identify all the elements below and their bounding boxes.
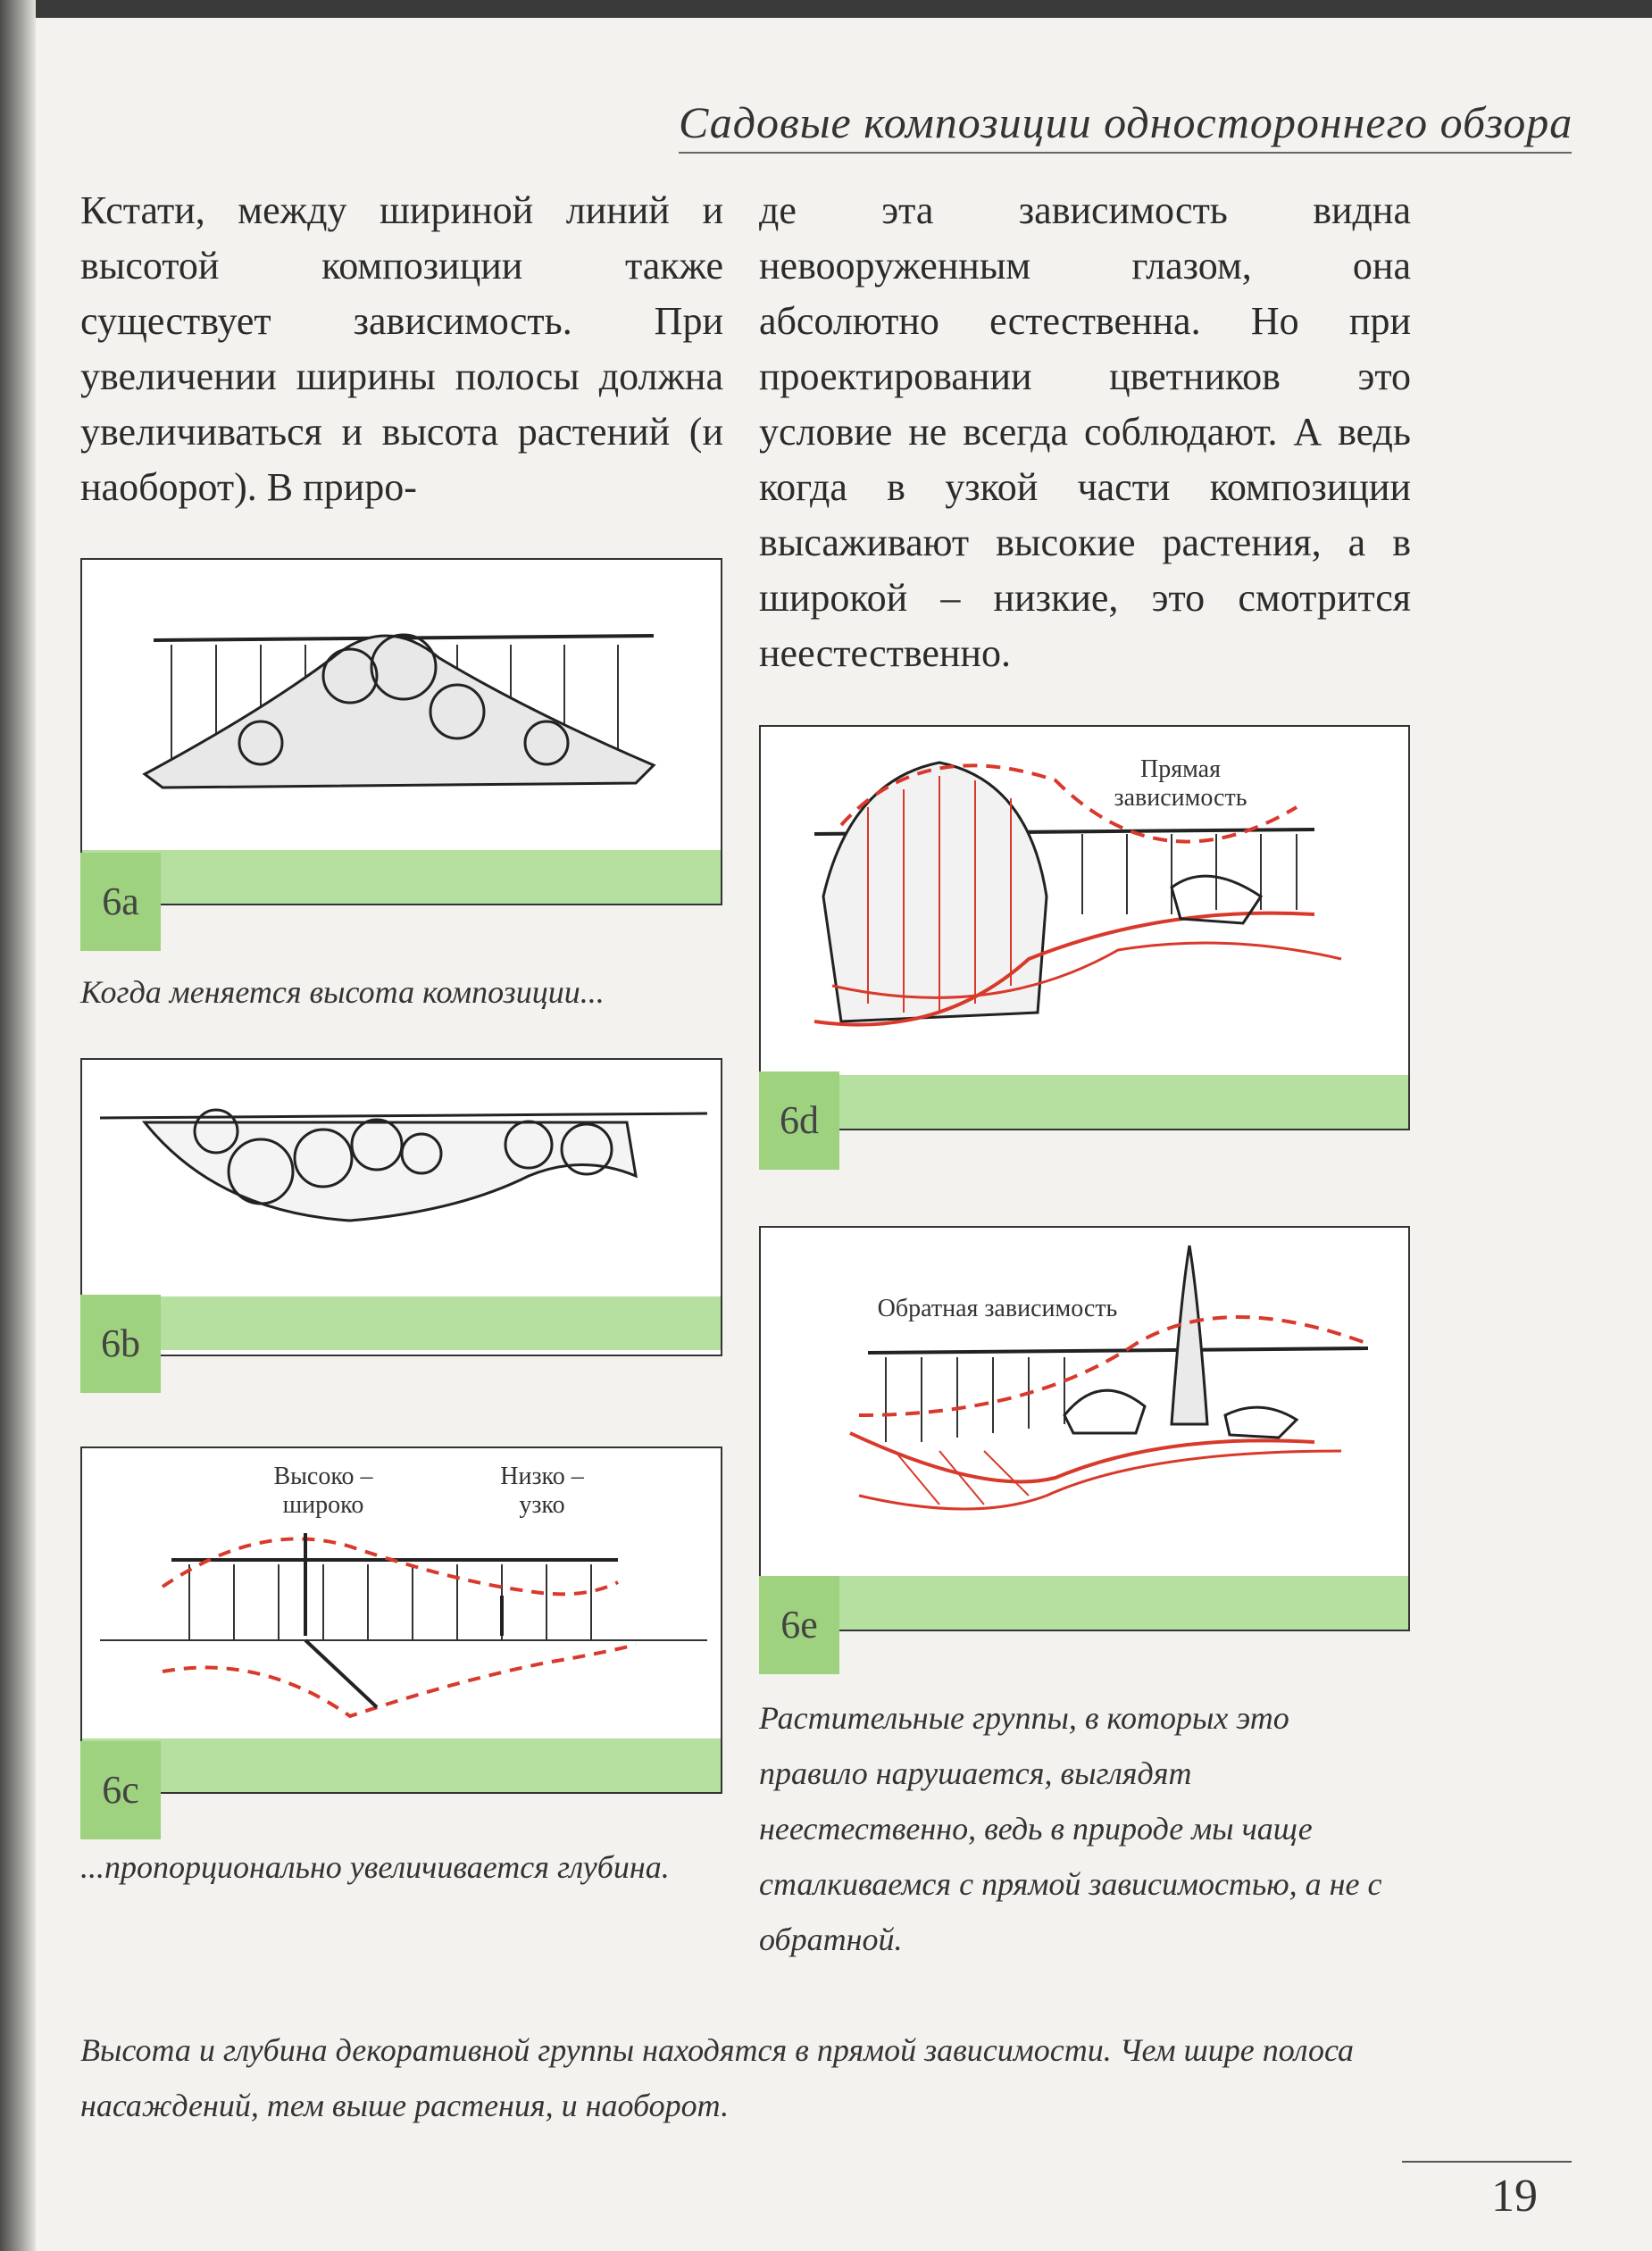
sketch-6e [761, 1228, 1408, 1630]
figure-6c-label-low: Низко – узко [500, 1463, 584, 1519]
figure-6d-label: Прямая зависимость [1114, 755, 1247, 812]
figure-6a-strip [82, 850, 721, 904]
caption-6e: Растительные группы, в которых это правило нарушается, выглядят неестественно, ведь в природе мы чаще сталкиваемся с прямой зависимостью, а не с обратной. [759, 1700, 1382, 1957]
figure-6c-strip [82, 1738, 721, 1792]
figure-6e-tag: 6e [759, 1576, 839, 1674]
body-text-left: Кстати, между шириной линий и высотой композиции также существует зависимость. При увеличении ширины полосы должна увеличиваться и высота растений (и наоборот). В приро- [80, 188, 723, 509]
book-spine-shadow [0, 0, 36, 2251]
figure-6a [80, 558, 722, 905]
figure-6e [759, 1226, 1410, 1631]
caption-6c: ...пропорционально увеличивается глубина. [80, 1849, 670, 1885]
caption-bottom: Высота и глубина декоративной группы находятся в прямой зависимости. Чем шире полоса насаждений, тем выше растения, и наоборот. [80, 2032, 1355, 2123]
top-edge [0, 0, 1652, 18]
header-rule [679, 152, 1572, 154]
figure-6d-tag: 6d [759, 1071, 839, 1170]
figure-6b-strip [82, 1296, 721, 1350]
figure-6d-strip [761, 1075, 1408, 1129]
sketch-6d [761, 727, 1408, 1129]
figure-6c-tag: 6c [80, 1741, 161, 1839]
figure-6e-label: Обратная зависимость [877, 1295, 1118, 1322]
page-number-rule [1402, 2161, 1572, 2163]
figure-6e-strip [761, 1576, 1408, 1630]
figure-6c [80, 1446, 722, 1794]
figure-6c-label-high: Высоко – широко [273, 1463, 373, 1519]
body-text-right: де эта зависимость видна невооруженным глазом, она абсолютно естественна. Но при проектировании цветников это условие не всегда соблюдают. А ведь когда в узкой части композиции высаживают высокие растения, а в широкой – низкие, это смотрится неестественно. [759, 188, 1411, 675]
figure-6a-tag: 6a [80, 853, 161, 951]
figure-6b-tag: 6b [80, 1295, 161, 1393]
page-header: Садовые композиции одностороннего обзора [679, 97, 1573, 147]
caption-6a: Когда меняется высота композиции... [80, 974, 605, 1010]
page-number: 19 [1491, 2171, 1538, 2222]
figure-6d [759, 725, 1410, 1130]
figure-6b [80, 1058, 722, 1356]
